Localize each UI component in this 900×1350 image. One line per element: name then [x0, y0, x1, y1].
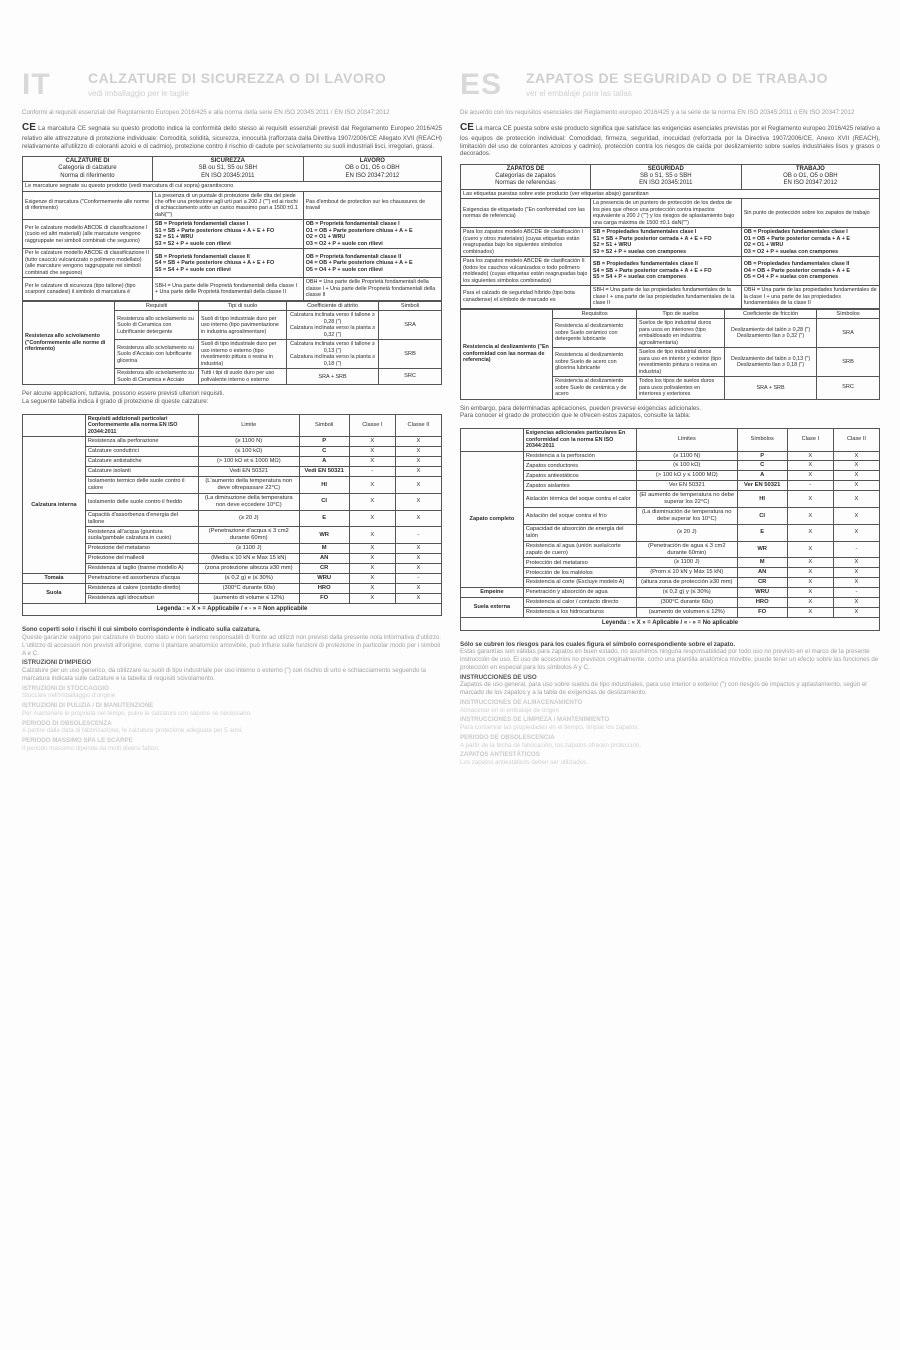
table-cell: (≤ 100 kΩ): [198, 447, 299, 457]
table-cell: Penetrazione ed assorbenza d'acqua: [85, 574, 198, 584]
doc-subtitle: vedi imballaggio per le taglie: [88, 88, 189, 98]
table-cell: P: [299, 437, 349, 447]
table-cell: Capacidad de absorción de energía del talón: [523, 525, 636, 541]
table-cell: (≥ 1100 N): [198, 437, 299, 447]
table-cell: WRU: [299, 574, 349, 584]
table-row: [461, 461, 880, 471]
table-cell: X: [833, 481, 879, 491]
table-cell: Protezione del metatarso: [85, 544, 198, 554]
table-cell: (300°C durante 60s): [636, 598, 737, 608]
table-row: [461, 471, 880, 481]
table-cell: -: [833, 588, 879, 598]
table-cell: X: [395, 564, 441, 574]
table-cell: X: [395, 593, 441, 603]
table-cell: X: [395, 494, 441, 511]
table-cell: Calzature antistatiche: [85, 457, 198, 467]
table-row: [461, 608, 880, 618]
table-cell: X: [787, 491, 833, 508]
table-cell: (≥ 20 J): [636, 525, 737, 541]
table-row: [461, 541, 880, 558]
table-cell: (≤ 0,2 g) y (≤ 30%): [636, 588, 737, 598]
table-cell: Vedi EN 50321: [198, 467, 299, 477]
table-cell: (300°C durante 60s): [198, 584, 299, 594]
table-cell: Calzature isolanti: [85, 467, 198, 477]
table-cell: X: [833, 471, 879, 481]
table-cell: E: [737, 525, 787, 541]
table-cell: CR: [737, 578, 787, 588]
table-cell: X: [349, 554, 395, 564]
table-row: [461, 525, 880, 541]
table-row: [23, 544, 442, 554]
table-cell: (≥ 1100 J): [198, 544, 299, 554]
table-row: [461, 578, 880, 588]
table-cell: X: [787, 525, 833, 541]
table-row: Resistenza allo scivolamento su Suolo di Ceramica e Acciaio Tutti i tipi di suolo duro per uso polivalente interno o esterno SRA + SRB SRC: [23, 369, 442, 385]
table-cell: X: [833, 491, 879, 508]
table-cell: M: [299, 544, 349, 554]
table-cell: FO: [737, 608, 787, 618]
table-cell: (Penetrazione d'acqua ≤ 3 cm2 durante 60mn): [198, 527, 299, 544]
table-row: [23, 447, 442, 457]
table-cell: C: [299, 447, 349, 457]
table-cell: (≥ 1100 N): [636, 451, 737, 461]
spanish-column: [460, 70, 880, 767]
table-cell: P: [737, 451, 787, 461]
header: [88, 70, 442, 99]
table-row: Per le calzature modello ABCDE di classificazione I (cuoio ed altri materiali) (alle marcature vengono raggruppate nei simboli combinati che seguono) SB = Proprietà fondamentali classe I S1 = SB + Parte posteriore chiusa + A + E + FO S2 = S1 + WRU S3 = S2 + P + suole con rilievi OB = Proprietà fondamentali classe I O1 = OB + Parte posteriore chiusa + A + E O2 = O1 + WRU O3 = O2 + P + suole con rilievi: [23, 220, 442, 249]
table-cell: Isolamento delle suole contro il freddo: [85, 494, 198, 511]
table-cell: C: [737, 461, 787, 471]
table-row: [23, 510, 442, 526]
table-row: [461, 451, 880, 461]
table-row: Resistenza allo scivolamento su Suolo di Ceramica con Lubrificante detergente Suoli di tipo industriale duro per uso interno (tipo pavimentazione in industria agroalimentare) Calzatura inclinata verso il tallone ≥ 0,28 (") Calzatura inclinata verso la pianta ≥ 0,32 (") SRA: [23, 311, 442, 340]
classification-table: [460, 164, 880, 309]
table-cell: HI: [299, 477, 349, 494]
table-cell: Isolamento termico delle suole contro il calore: [85, 477, 198, 494]
table-cell: Resistenza agli idrocarburi: [85, 593, 198, 603]
table-cell: Protección del metatarso: [523, 558, 636, 568]
table-cell: Calzature conduttrici: [85, 447, 198, 457]
table-cell: -: [833, 541, 879, 558]
table-cell: Zapatos aislantes: [523, 481, 636, 491]
group-label: Suela externa: [461, 598, 524, 618]
table-cell: A: [299, 457, 349, 467]
table-row: [461, 508, 880, 525]
table-cell: (≤ 100 kΩ): [636, 461, 737, 471]
table-cell: A: [737, 471, 787, 481]
table-cell: Resistenza al taglio (tranne modello A): [85, 564, 198, 574]
table-row: [23, 593, 442, 603]
table-row: [23, 527, 442, 544]
table-row: [23, 554, 442, 564]
table-cell: (altura zona de protección ≥30 mm): [636, 578, 737, 588]
table-row: [23, 584, 442, 594]
table-row: Resistenza allo scivolamento su Suolo d'Acciaio con lubrificante glicerina Suoli di tipo industriale duro per uso interno o esterno (tipo rivestimento pittura o resina in industria) Calzatura inclinata verso il tallone ≥ 0,13 (") Calzatura inclinata verso la pianta ≥ 0,18 (") SRB: [23, 340, 442, 369]
doc-title: ZAPATOS DE SEGURIDAD O DE TRABAJO: [526, 70, 828, 86]
doc-title: CALZATURE DI SICUREZZA O DI LAVORO: [88, 70, 387, 86]
table-cell: X: [787, 578, 833, 588]
table-cell: X: [349, 477, 395, 494]
italian-column: [22, 70, 442, 753]
ce-mark: CE: [460, 122, 474, 134]
table-cell: Penetración y absorción de agua: [523, 588, 636, 598]
table-header: LAVORO OB o O1, O5 o OBH EN ISO 20347:2012: [303, 157, 441, 182]
table-cell: (Penetración de agua ≤ 3 cm2 durante 60min): [636, 541, 737, 558]
table-cell: X: [833, 508, 879, 525]
legend: Legenda : « X » = Applicabile / « - » = Non applicabile: [22, 604, 442, 617]
ce-paragraph: [22, 122, 442, 150]
slip-table: Resistenza allo scivolamento ("Conformemente alle norme di riferimento) Requisiti Tipi di suolo Coefficiente di attrito Simboli Resistenza allo scivolamento su Suolo di Ceramica con Lubrificante detergente Suoli di tipo industriale duro per uso interno (tipo pavimentazione in industria agroalimentare) Calzatura inclinata verso il tallone ≥ 0,28 (") Calzatura inclinata verso la pianta ≥ 0,32 (") SRA Resistenza allo scivolamento su Suolo d'Acciaio con lubrificante glicerina Suoli di tipo industriale duro per uso interno o esterno (tipo rivestimento pittura o resina in industria) Calzatura inclinata verso il tallone ≥ 0,13 (") Calzatura inclinata verso la pianta ≥ 0,18 (") SRB Resistenza allo scivolamento su Suolo di Ceramica e Acciaio Tutti i tipi di suolo duro per uso polivalente interno o esterno SRA + SRB SRC: [22, 301, 442, 386]
ce-text: La marca CE puesta sobre este producto significa que satisface las exigencias esenciales previstas por el Reglamento europeo 2016/425 relativo a los equipos de protección individual: Comodidad, firmeza, seguridad, inocuidad (reforzada por la Directiva 1907/2006/CE, Anexo XVII (REACH), limitación del uso de colorantes azoicos y cadmio), protección contra los riesgos de caída por deslizamiento sobre suelos industriales lisos y grasos o decorados.: [460, 125, 880, 158]
table-row: [23, 574, 442, 584]
table-cell: X: [349, 437, 395, 447]
table-cell: CR: [299, 564, 349, 574]
table-row: [23, 564, 442, 574]
table-header: CALZATURE DI Categoria di calzature Norma di riferimento: [23, 157, 153, 182]
table-cell: Resistencia al calor / contacto directo: [523, 598, 636, 608]
table-cell: X: [349, 510, 395, 526]
table-cell: X: [787, 608, 833, 618]
table-row: Resistencia al deslizamiento sobre Suelo cerámico con detergente lubricante Suelos de tipo industrial duros para usos en interiores (tipo embaldosado en industria agroalimentaria) Deslizamiento del talón ≥ 0,28 (") Deslizamiento llan ≥ 0,32 (") SRA: [461, 319, 880, 348]
table-cell: X: [395, 447, 441, 457]
table-row: Para el calzado de seguridad híbrido (tipo bota canadiense) el símbolo de marcado es SBH = Una parte de las propiedades fundamentales de la clase I + una parte de las propiedades fundamentales de la clase II OBH = Una parte de las propiedades fundamentales de la clase I + una parte de las propiedades fundamentales de la clase II: [461, 286, 880, 308]
table-cell: X: [395, 437, 441, 447]
table-cell: CI: [737, 508, 787, 525]
table-cell: (L'aumento della temperatura non deve oltrepassare 22°C): [198, 477, 299, 494]
table-cell: Resistencia al corte (Excluye modelo A): [523, 578, 636, 588]
table-cell: (El aumento de temperatura no debe superar los 22°C): [636, 491, 737, 508]
ce-paragraph: [460, 122, 880, 158]
table-cell: AN: [737, 568, 787, 578]
slip-label: Resistencia al deslizamiento ("En conformidad con las normas de referencia): [461, 309, 553, 399]
table-header: ZAPATOS DE Categorías de zapatos Normas de referencias: [461, 165, 591, 190]
table-cell: X: [349, 494, 395, 511]
table-cell: X: [833, 578, 879, 588]
table-cell: (> 100 kΩ et ≤ 1000 MΩ): [198, 457, 299, 467]
table-cell: HRO: [299, 584, 349, 594]
table-cell: AN: [299, 554, 349, 564]
table-header: TRABAJO OB o O1, O5 o OBH EN ISO 20347:2012: [741, 165, 879, 190]
table-cell: X: [787, 568, 833, 578]
table-cell: (≤ 0,2 g) e (≤ 30%): [198, 574, 299, 584]
table-row: Para los zapatos modelo ABCDE de clasificación II (todos los cauchos vulcanizados o todo polímero moldeado) (cuyas etiquetas están reagrupadas bajo los siguientes símbolos combinados) SB = Propiedades fundamentales clase II S4 = SB + Parte posterior cerrada + A + E + FO S5 = S4 + P + suelas con crampones OB = Propiedades fundamentales clase II O4 = OB + Parte posterior cerrada + A + E O5 = O4 + P + suelas con crampones: [461, 257, 880, 286]
table-cell: X: [833, 451, 879, 461]
warning-block: Sólo se cubren los riesgos para los cuales figura el símbolo correspondiente sobre el zapato. Estas garantías son válidas para zapatos en buen estado, no asumimos ninguna responsabilidad por todo uso no previsto en el marco de la presente instrucción de uso. El uso de accesorios no previstos originalmente, como una plantilla anatómica movible, puede tener un efecto sobre las funciones de protección en especial para los símbolos A y C. INSTRUCCIONES DE USO Zapatos de uso general, para uso sobre suelos de tipo industriales, para uso interior o exterior (") con riesgos de impactos y aplastamiento, según el marcado de los zapatos y a la tabla de exigencias de deslizamiento. INSTRUCCIONES DE ALMACENAMIENTO Almacenar en el embalaje de origen INSTRUCCIONES DE LIMPIEZA / MANTENIMIENTO Para conservar las propiedades en el tiempo, limpiar los zapatos. PERIODO DE OBSOLESCENCIA A partir de la fecha de fabricación, los zapatos ofrecen protección. ZAPATOS ANTIESTÁTICOS Los zapatos antiestáticos deben ser utilizados.: [460, 640, 879, 767]
table-cell: Resistenza al calore (contatto diretto): [85, 584, 198, 594]
table-row: Per le calzature modello ABCDE di classificazione II (tutto caucciù vulcanizzato o polimero modellato) (alle marcature vengono raggruppate nei simboli combinati che seguono) SB = Proprietà fondamentali classe II S4 = SB + Parte posteriore chiusa + A + E + FO S5 = S4 + P + suole con rilievi OB = Proprietà fondamentali classe II O4 = OB + Parte posteriore chiusa + A + E O5 = O4 + P + suole con rilievi: [23, 249, 442, 278]
table-row: [461, 558, 880, 568]
table-row: Esigenze di marcatura ("Conformemente alle norme di riferimento) La presenza di un puntale di protezione delle dita del piede che offre una protezione agli urti pari a 200 J ("") ed ai rischi di schiacciamento sotto un carico massimo pari a 1500 ±0.1 daN("") Pas d'embout de protection sur les chaussures de travail: [23, 191, 442, 220]
table-header: SICUREZZA SB ou S1, S5 ou SBH EN ISO 20345:2011: [152, 157, 303, 182]
table-cell: X: [787, 588, 833, 598]
language-code: IT: [22, 68, 51, 101]
classification-table: [22, 156, 442, 301]
table-row: [23, 494, 442, 511]
slip-label: Resistenza allo scivolamento ("Conformemente alle norme di riferimento): [23, 301, 115, 385]
intro-text: Conformi ai requisiti essenziali del Regolamento Europeo 2016/425 e alla norma della serie EN ISO 20345:2011 / EN ISO 20347:2012: [22, 108, 390, 116]
table-row: Resistencia al deslizamiento sobre Suelo de cerámica y de acero Todos los tipos de suelos duros para usos polivalentes en interiores y exteriores SRA + SRB SRC: [461, 377, 880, 399]
table-cell: E: [299, 510, 349, 526]
header: [526, 70, 880, 99]
additional-requirements-table: Exigencias adicionales particulares En conformidad con la norma EN ISO 20344:2011 Límites Símbolos Clase I Clase II Zapato completo Resistencia a la perforación (≥ 1100 N) P X X Zapatos conductores (≤ 100 kΩ) C X X Zapatos antiestáticos (> 100 kΩ y ≤ 1000 MΩ) A X X Zapatos aislantes Ver EN 50321 Ver EN 50321 - X Aislación térmica del soque contra el calor (El aumento de temperatura no debe superar los 22°C) HI X X Aislación del soque contra el frío (La disminución de temperatura no debe superar los 10°C) CI X X Capacidad de absorción de energía del talón (≥ 20 J) E X X Resistencia al agua (unión suela/corte zapato de cuero) (Penetración de agua ≤ 3 cm2 durante 60min) WR X - Protección del metatarso (≥ 1100 J) M X X Protección de los maléolos (Prom ≤ 10 kN y Máx 15 kN) AN X X Resistencia al corte (Excluye modelo A) (altura zona de protección ≥30 mm) CR X X Empeine Penetración y absorción de agua (≤ 0,2 g) y (≤ 30%) WRU X - Suela externa Resistencia al calor / contacto directo (300°C durante 60s) HRO X X Resistencia a los hidrocarburos (aumento de volumen ≤ 12%) FO X X: [460, 428, 880, 618]
table-cell: WR: [737, 541, 787, 558]
warning-block: Sono coperti solo i rischi il cui simbolo corrispondente è indicato sulla calzatura. Queste garanzie valgono per calzature in buono stato e non saremo responsabili di fronte ad utilizzi non previsti dalla presente nota informativa d'utilizzo. L'utilizzo di accessori non previsti all'origine, come il plantare anatomico amovibile, può influire sulle funzioni di protezione in particolar modo per i simboli A e C. ISTRUZIONI D'IMPIEGO Calzature per un uso generico, da utilizzare su suoli di tipo industriale per uso interno o esterno (") con rischio di urto e schiacciamento seguendo la marcatura indicata sulle calzature e la tabella di requisiti scivolamento. ISTRUZIONI DI STOCCAGGIO Stoccare nell'imballaggio d'origine ISTRUZIONI DI PULIZIA / DI MANUTENZIONE Per mantenere le proprietà nel tempo, pulire le calzature con sapone se necessario. PERIODO DI OBSOLESCENZA A partire dalla data di fabbricazione, le calzature protezione adeguata per 5 anni. PERIODO MASSIMO SPA LE SCARPE Il periodo massimo dipende da molti diversi fattori.: [22, 626, 442, 752]
table-row: Resistencia al deslizamiento sobre Suelo de acero con glicerina lubricante Suelos de tipo industrial duros para uso en interior y exterior (tipo revestimiento pintura o resina en industria) Deslizamiento del talón ≥ 0,13 (") Deslizamiento llan ≥ 0,18 (") SRB: [461, 348, 880, 377]
table-cell: FO: [299, 593, 349, 603]
table-cell: X: [349, 574, 395, 584]
table-cell: Ver EN 50321: [636, 481, 737, 491]
table-cell: Vedi EN 50321: [299, 467, 349, 477]
additional-note: Per alcune applicazioni, tuttavia, possono essere previsti ulteriori requisiti. La seguente tabella indica il grado di protezione di queste calzature:: [22, 390, 225, 406]
table-cell: (aumento de volumen ≤ 12%): [636, 608, 737, 618]
table-cell: X: [833, 525, 879, 541]
group-label: Empeine: [461, 588, 524, 598]
table-cell: Resistencia a los hidrocarburos: [523, 608, 636, 618]
table-row: [461, 481, 880, 491]
table-row: [461, 598, 880, 608]
table-row: [23, 467, 442, 477]
table-row: Per le calzature di sicurezza (tipo tallone) (tipo scarponi canadesi) il simbolo di marcatura è SBH = Una parte delle Proprietà fondamentali della classe I + Una parte delle Proprietà fondamentali della classe II OBH = Una parte delle Proprietà fondamentali della classe I + Una parte delle Proprietà fondamentali della classe II: [23, 278, 442, 300]
table-cell: -: [349, 467, 395, 477]
table-cell: M: [737, 558, 787, 568]
table-cell: X: [833, 461, 879, 471]
table-cell: (La disminución de temperatura no debe superar los 10°C): [636, 508, 737, 525]
table-cell: X: [349, 564, 395, 574]
slip-table: Resistencia al deslizamiento ("En conformidad con las normas de referencia) Requisitos Tipo de suelos Coeficiente de fricción Símbolos Resistencia al deslizamiento sobre Suelo cerámico con detergente lubricante Suelos de tipo industrial duros para usos en interiores (tipo embaldosado en industria agroalimentaria) Deslizamiento del talón ≥ 0,28 (") Deslizamiento llan ≥ 0,32 (") SRA Resistencia al deslizamiento sobre Suelo de acero con glicerina lubricante Suelos de tipo industrial duros para uso en interior y exterior (tipo revestimiento pintura o resina en industria) Deslizamiento del talón ≥ 0,13 (") Deslizamiento llan ≥ 0,18 (") SRB Resistencia al deslizamiento sobre Suelo de cerámica y de acero Todos los tipos de suelos duros para usos polivalentes en interiores y exteriores SRA + SRB SRC: [460, 309, 880, 400]
table-cell: X: [395, 467, 441, 477]
language-code: ES: [460, 68, 503, 101]
table-cell: (≥ 1100 J): [636, 558, 737, 568]
table-cell: Resistenza all'acqua (giuntura suola/gambale calzatura in cuoio): [85, 527, 198, 544]
table-cell: Ver EN 50321: [737, 481, 787, 491]
table-cell: X: [787, 598, 833, 608]
table-cell: X: [349, 593, 395, 603]
table-cell: -: [395, 574, 441, 584]
legend: Leyenda : « X » = Aplicable / « - » = No aplicable: [460, 618, 880, 631]
table-cell: CI: [299, 494, 349, 511]
table-cell: HI: [737, 491, 787, 508]
table-header: SEGURIDAD SB o S1, S5 o SBH EN ISO 20345:2011: [590, 165, 741, 190]
table-cell: X: [833, 608, 879, 618]
ce-mark: CE: [22, 122, 36, 134]
doc-subtitle: ver el embalaje para las tallas: [526, 88, 632, 98]
table-cell: X: [349, 544, 395, 554]
group-label: Calzatura interna: [23, 437, 86, 574]
table-cell: X: [787, 541, 833, 558]
table-cell: Resistencia al agua (unión suela/corte zapato de cuero): [523, 541, 636, 558]
table-cell: X: [349, 584, 395, 594]
intro-text: De acuerdo con los requisitos esenciales del Reglamento europeo 2016/425 y a la serie de la norma EN ISO 20345:2011 o EN ISO 20347:2012: [460, 108, 855, 116]
table-cell: (> 100 kΩ y ≤ 1000 MΩ): [636, 471, 737, 481]
additional-requirements-table: Requisiti addizionali particolari Conformemente alla norma EN ISO 20344:2011 Limite Simboli Classe I Classe II Calzatura interna Resistenza alla perforazione (≥ 1100 N) P X X Calzature conduttrici (≤ 100 kΩ) C X X Calzature antistatiche (> 100 kΩ et ≤ 1000 MΩ) A X X Calzature isolanti Vedi EN 50321 Vedi EN 50321 - X Isolamento termico delle suole contro il calore (L'aumento della temperatura non deve oltrepassare 22°C) HI X X Isolamento delle suole contro il freddo (La diminuzione della temperatura non deve eccedere 10°C) CI X X Capacità d'assorbenza d'energia del tallone (≥ 20 J) E X X Resistenza all'acqua (giuntura suola/gambale calzatura in cuoio) (Penetrazione d'acqua ≤ 3 cm2 durante 60mn) WR X - Protezione del metatarso (≥ 1100 J) M X X Protezione del malleoli (Media ≤ 10 kN e Max 15 kN) AN X X Resistenza al taglio (tranne modello A) (zona protezione altezza ≥30 mm) CR X X Tomaia Penetrazione ed assorbenza d'acqua (≤ 0,2 g) e (≤ 30%) WRU X - Suola Resistenza al calore (contatto diretto) (300°C durante 60s) HRO X X Resistenza agli idrocarburi (aumento di volume ≤ 12%) FO X X: [22, 414, 442, 604]
table-cell: X: [395, 554, 441, 564]
table-row: [23, 457, 442, 467]
table-cell: -: [787, 481, 833, 491]
table-cell: X: [833, 568, 879, 578]
table-row: Exigencias de etiquetado ("En conformidad con las normas de referencia) La presencia de un puntero de protección de los dedos de los pies que ofrece una protección contra impactos equivalente a 200 J ("") y los riesgos de aplastamiento bajo una carga máxima de 1500 ±0.1 daN("") Sin punto de protección sobre los zapatos de trabajo: [461, 199, 880, 228]
table-row: [461, 491, 880, 508]
table-cell: HRO: [737, 598, 787, 608]
table-cell: Aislación térmica del soque contra el calor: [523, 491, 636, 508]
group-label: Tomaia: [23, 574, 86, 584]
group-label: Zapato completo: [461, 451, 524, 588]
group-label: Suola: [23, 584, 86, 604]
table-cell: Zapatos conductores: [523, 461, 636, 471]
table-cell: (Prom ≤ 10 kN y Máx 15 kN): [636, 568, 737, 578]
table-note: Le marcature segnate su questo prodotto (vedi marcatura di cui sopra) garantiscono: [23, 181, 442, 191]
table-cell: Resistenza alla perforazione: [85, 437, 198, 447]
table-cell: (Media ≤ 10 kN e Max 15 kN): [198, 554, 299, 564]
table-cell: (zona protezione altezza ≥30 mm): [198, 564, 299, 574]
table-cell: X: [833, 558, 879, 568]
table-cell: -: [395, 527, 441, 544]
table-cell: X: [395, 584, 441, 594]
table-cell: (La diminuzione della temperatura non deve eccedere 10°C): [198, 494, 299, 511]
additional-note: Sin embargo, para determinadas aplicaciones, pueden preverse exigencias adicionales. Para conocer el grado de protección que le ofrecen estos zapatos, consulte la tabla:: [460, 404, 702, 420]
table-cell: Aislación del soque contra el frío: [523, 508, 636, 525]
table-cell: Resistencia a la perforación: [523, 451, 636, 461]
table-row: [23, 477, 442, 494]
table-cell: WRU: [737, 588, 787, 598]
table-cell: X: [395, 510, 441, 526]
table-cell: Capacità d'assorbenza d'energia del tallone: [85, 510, 198, 526]
table-cell: X: [787, 508, 833, 525]
table-cell: X: [787, 451, 833, 461]
table-cell: X: [833, 598, 879, 608]
table-cell: X: [349, 457, 395, 467]
table-cell: Protezione del malleoli: [85, 554, 198, 564]
table-cell: Protección de los maléolos: [523, 568, 636, 578]
table-cell: Zapatos antiestáticos: [523, 471, 636, 481]
table-cell: X: [787, 461, 833, 471]
ce-text: La marcatura CE segnala su questo prodotto indica la conformità dello stesso ai requisiti essenziali previsti dal Regolamento Europeo 2016/425 relativo alle attrezzature di protezione individuale: Comodità, solidità, sicurezza, innocuità (rafforzata dalla Direttiva 1907/2006/CE Allegato XVII (REACH) relativamente all'utilizzo di coloranti azoici e di cadmio), protezione contro il rischio di cadute per scivolamento su suoli industriali lisci, irregolari, grassi.: [22, 125, 442, 150]
table-row: [461, 588, 880, 598]
table-cell: X: [787, 558, 833, 568]
table-row: [461, 568, 880, 578]
table-cell: WR: [299, 527, 349, 544]
table-cell: X: [395, 544, 441, 554]
table-cell: X: [787, 471, 833, 481]
table-cell: X: [395, 477, 441, 494]
table-cell: X: [349, 527, 395, 544]
table-note: Las etiquetas puestas sobre este producto (ver etiquetas abajo) garantizan: [461, 189, 880, 199]
table-cell: X: [349, 447, 395, 457]
table-cell: (≥ 20 J): [198, 510, 299, 526]
table-cell: X: [395, 457, 441, 467]
table-row: [23, 437, 442, 447]
table-row: Para los zapatos modelo ABCDE de clasificación I (cuero y otros materiales) (cuyas etiquetas están reagrupadas bajo los siguientes símbolos combinados) SB = Propiedades fundamentales clase I S1 = SB + Parte posterior cerrada + A + E + FO S2 = S1 + WRU S3 = S2 + P + suelas con crampones OB = Propiedades fundamentales clase I O1 = OB + Parte posterior cerrada + A + E O2 = O1 + WRU O3 = O2 + P + suelas con crampones: [461, 228, 880, 257]
table-cell: (aumento di volume ≤ 12%): [198, 593, 299, 603]
